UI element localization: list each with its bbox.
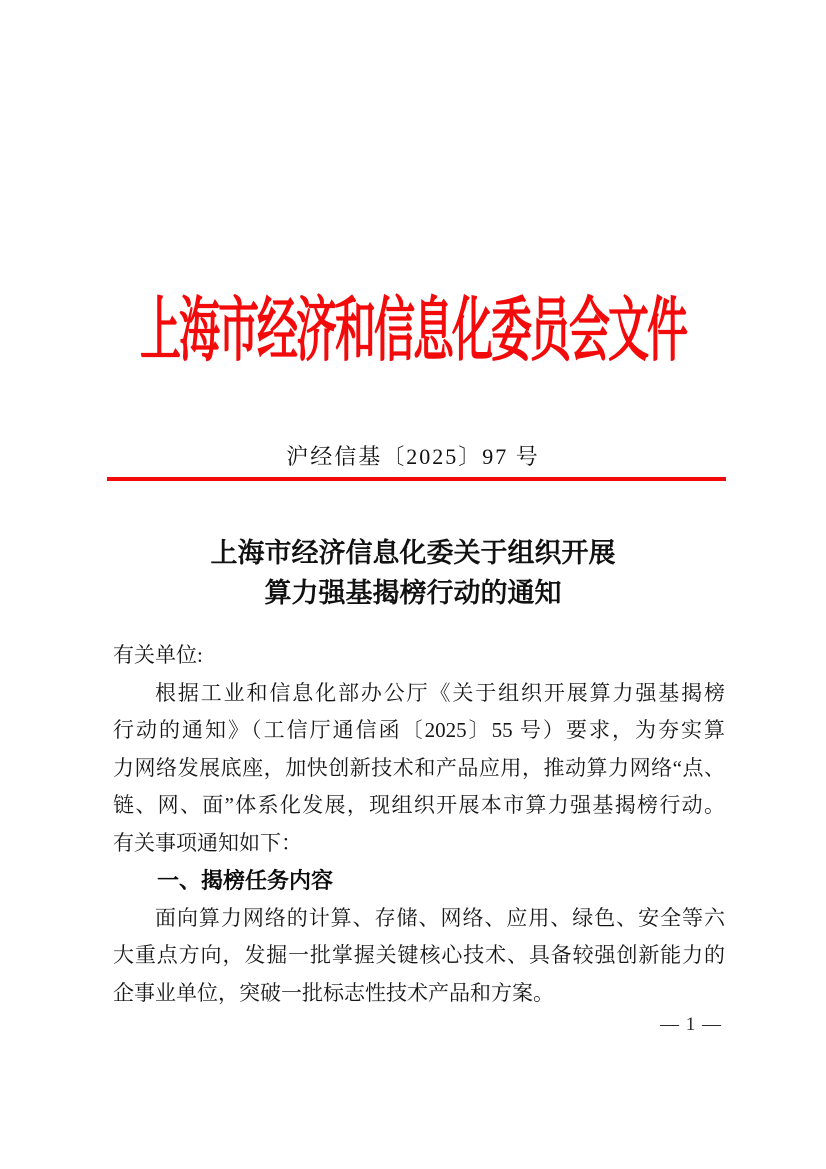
document-body <box>113 637 725 1012</box>
document-title-line-2: 算力强基揭榜行动的通知 <box>264 578 562 608</box>
body-line: 根据工业和信息化部办公厅《关于组织开展算力强基揭榜 <box>155 680 725 705</box>
body-line: 面向算力网络的计算、存储、网络、应用、绿色、安全等六 <box>155 905 725 930</box>
body-line: 企事业单位，突破一批标志性技术产品和方案。 <box>113 980 554 1005</box>
body-line: 有关事项通知如下： <box>113 830 302 855</box>
body-line-salutation: 有关单位: <box>113 643 203 667</box>
section-heading: 一、揭榜任务内容 <box>157 868 334 893</box>
body-line: 力网络发展底座，加快创新技术和产品应用，推动算力网络“点、 <box>113 755 725 780</box>
document-title <box>0 533 826 613</box>
letterhead-title: 上海市经济和信息化委员会文件 <box>140 290 686 370</box>
body-line: 大重点方向，发掘一批掌握关键核心技术、具备较强创新能力的 <box>113 943 725 967</box>
document-reference-number: 沪经信基〔2025〕97 号 <box>286 444 540 469</box>
body-line: 行动的通知》（工信厅通信函〔2025〕55 号）要求，为夯实算 <box>113 718 725 742</box>
body-line: 链、网、面”体系化发展，现组织开展本市算力强基揭榜行动。 <box>113 793 725 817</box>
page-number: — 1 — <box>660 1014 722 1035</box>
red-separator-rule <box>107 477 726 481</box>
document-title-line-1: 上海市经济信息化委关于组织开展 <box>210 538 616 568</box>
